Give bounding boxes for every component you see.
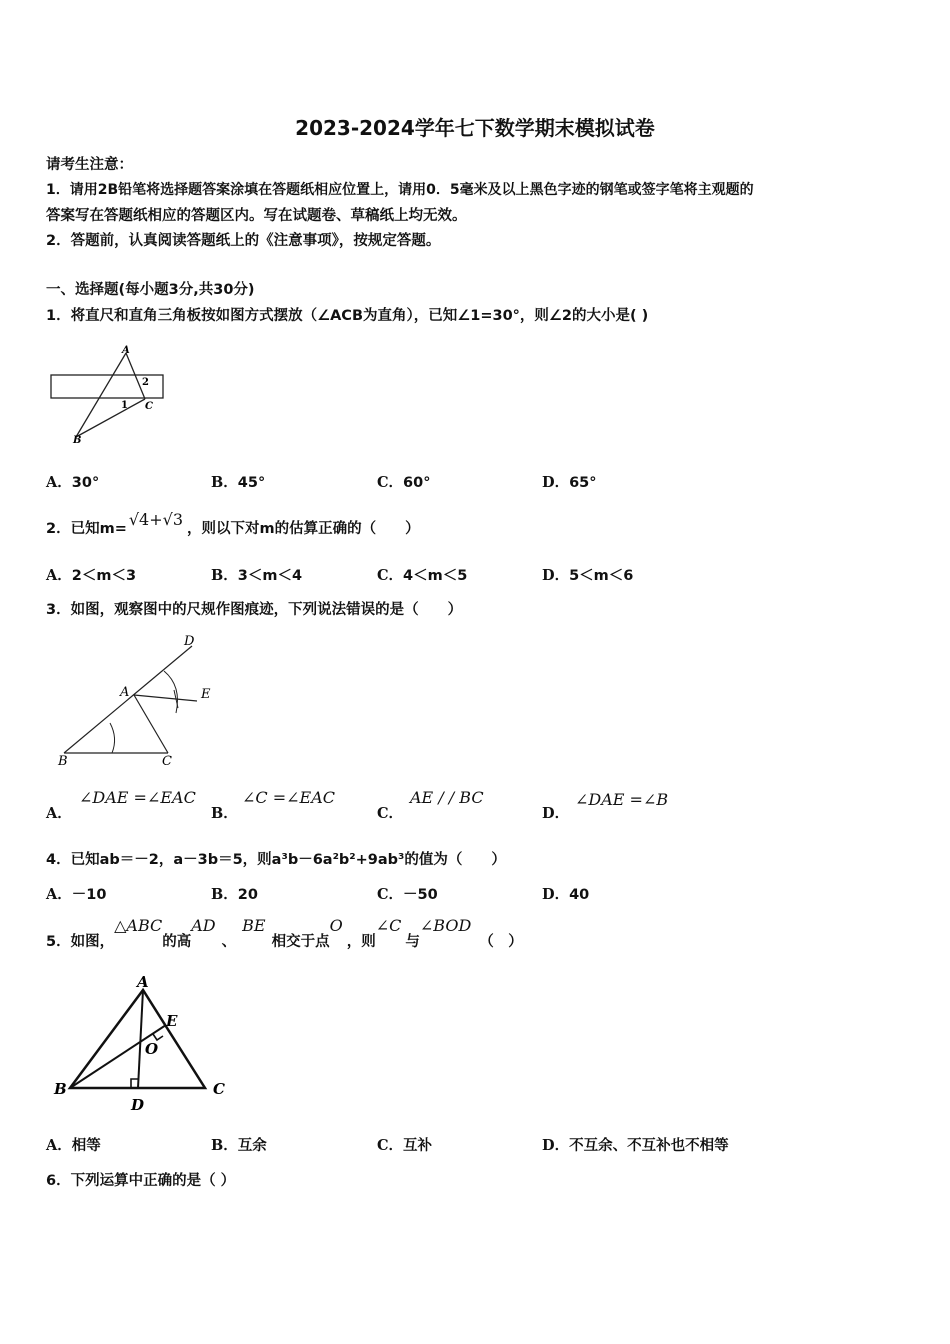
- page-title: 2023-2024学年七下数学期末模拟试卷: [295, 116, 655, 140]
- q5-option-a: A．相等: [46, 1137, 101, 1154]
- q5-math-ad: AD: [191, 916, 216, 935]
- label-b: B: [73, 435, 82, 446]
- label-c: C: [145, 401, 153, 412]
- q1-option-a: A．30°: [46, 474, 100, 491]
- label-d: D: [184, 634, 195, 649]
- q5-math-bod: ∠BOD: [419, 916, 472, 935]
- section-heading: 一、选择题(每小题3分,共30分): [46, 282, 255, 298]
- q5-math-o: O: [329, 916, 343, 935]
- side-ab: [76, 353, 126, 437]
- q4-text: 4．已知ab＝－2，a－3b＝5，则a³b－6a²b²+9ab³的值为（ ）: [46, 852, 506, 868]
- q4-option-d: D．40: [542, 886, 590, 903]
- q3-option-c: C． AE / / BC: [377, 788, 484, 822]
- q2-option-d: D．5＜m＜6: [542, 567, 634, 584]
- side-ac: [126, 353, 145, 399]
- q1-option-b: B．45°: [211, 474, 266, 491]
- notice-heading: 请考生注意：: [46, 157, 133, 173]
- label-c: C: [213, 1080, 225, 1098]
- q4-option-b: B．20: [211, 886, 258, 903]
- q4-option-a: A．－10: [46, 886, 107, 903]
- notice-line-2: 答案写在答题纸相应的答题区内。写在试题卷、草稿纸上均无效。: [46, 208, 467, 224]
- segment-ac: [134, 695, 168, 753]
- ray-ae: [134, 695, 197, 701]
- q5-option-c: C．互补: [377, 1137, 433, 1154]
- q1-option-d: D．65°: [542, 474, 597, 491]
- q1-option-c: C．60°: [377, 474, 431, 491]
- q5-option-d: D．不互余、不互补也不相等: [542, 1137, 729, 1154]
- arc-at-b: [110, 723, 115, 753]
- notice-line-3: 2．答题前，认真阅读答题纸上的《注意事项》，按规定答题。: [46, 233, 441, 249]
- q2-option-a: A．2＜m＜3: [46, 567, 137, 584]
- label-b: B: [54, 1080, 67, 1098]
- notice-line-1: 1．请用2B铅笔将选择题答案涂填在答题纸相应位置上，请用0．5毫米及以上黑色字迹的钢笔或签字笔将主观题的: [46, 182, 754, 198]
- q2-option-c: C．4＜m＜5: [377, 567, 468, 584]
- q3-option-d: D． ∠DAE =∠B: [542, 790, 669, 822]
- q1-figure: [46, 342, 171, 447]
- q3-option-b: B． ∠C =∠EAC: [211, 788, 336, 822]
- q5-math-c: ∠C: [375, 916, 402, 935]
- q5-option-b: B．互余: [211, 1137, 267, 1154]
- q2-formula: √4+√3: [128, 510, 184, 529]
- q3-text: 3．如图，观察图中的尺规作图痕迹，下列说法错误的是（ ）: [46, 602, 463, 618]
- label-e: E: [166, 1012, 178, 1030]
- q2-suffix: ，则以下对m的估算正确的（ ）: [187, 521, 420, 537]
- q4-option-c: C．－50: [377, 886, 438, 903]
- angle-2-label: 2: [142, 377, 149, 388]
- q5-figure: [50, 970, 235, 1120]
- label-a: A: [122, 345, 130, 356]
- arc-at-a: [164, 671, 178, 713]
- q5-math-abc: △ABC: [114, 916, 163, 935]
- side-bc: [76, 399, 145, 437]
- label-a: A: [137, 973, 149, 991]
- altitude-ad: [138, 990, 143, 1088]
- label-o: O: [145, 1040, 159, 1058]
- q2-prefix: 2．已知m=: [46, 521, 127, 537]
- label-d: D: [131, 1096, 145, 1114]
- q3-figure: [52, 628, 227, 773]
- label-b: B: [58, 754, 68, 769]
- label-c: C: [162, 754, 172, 769]
- q6-text: 6．下列运算中正确的是（ ）: [46, 1173, 236, 1189]
- right-angle-d: [131, 1079, 138, 1088]
- q2-text: [46, 510, 420, 538]
- q5-text: 5．如图，△ABC的高AD、BE相交于点O，则∠C与∠BOD（ ）: [46, 916, 523, 950]
- label-a: A: [120, 685, 130, 700]
- triangle-abc: [70, 990, 205, 1088]
- q1-text: 1．将直尺和直角三角板按如图方式摆放（∠ACB为直角），已知∠1=30°，则∠2的大小是( ): [46, 308, 649, 324]
- angle-1-label: 1: [121, 400, 128, 411]
- q3-option-a: A． ∠DAE =∠EAC: [46, 788, 196, 822]
- q2-option-b: B．3＜m＜4: [211, 567, 303, 584]
- q5-math-be: BE: [242, 916, 266, 935]
- label-e: E: [201, 687, 211, 702]
